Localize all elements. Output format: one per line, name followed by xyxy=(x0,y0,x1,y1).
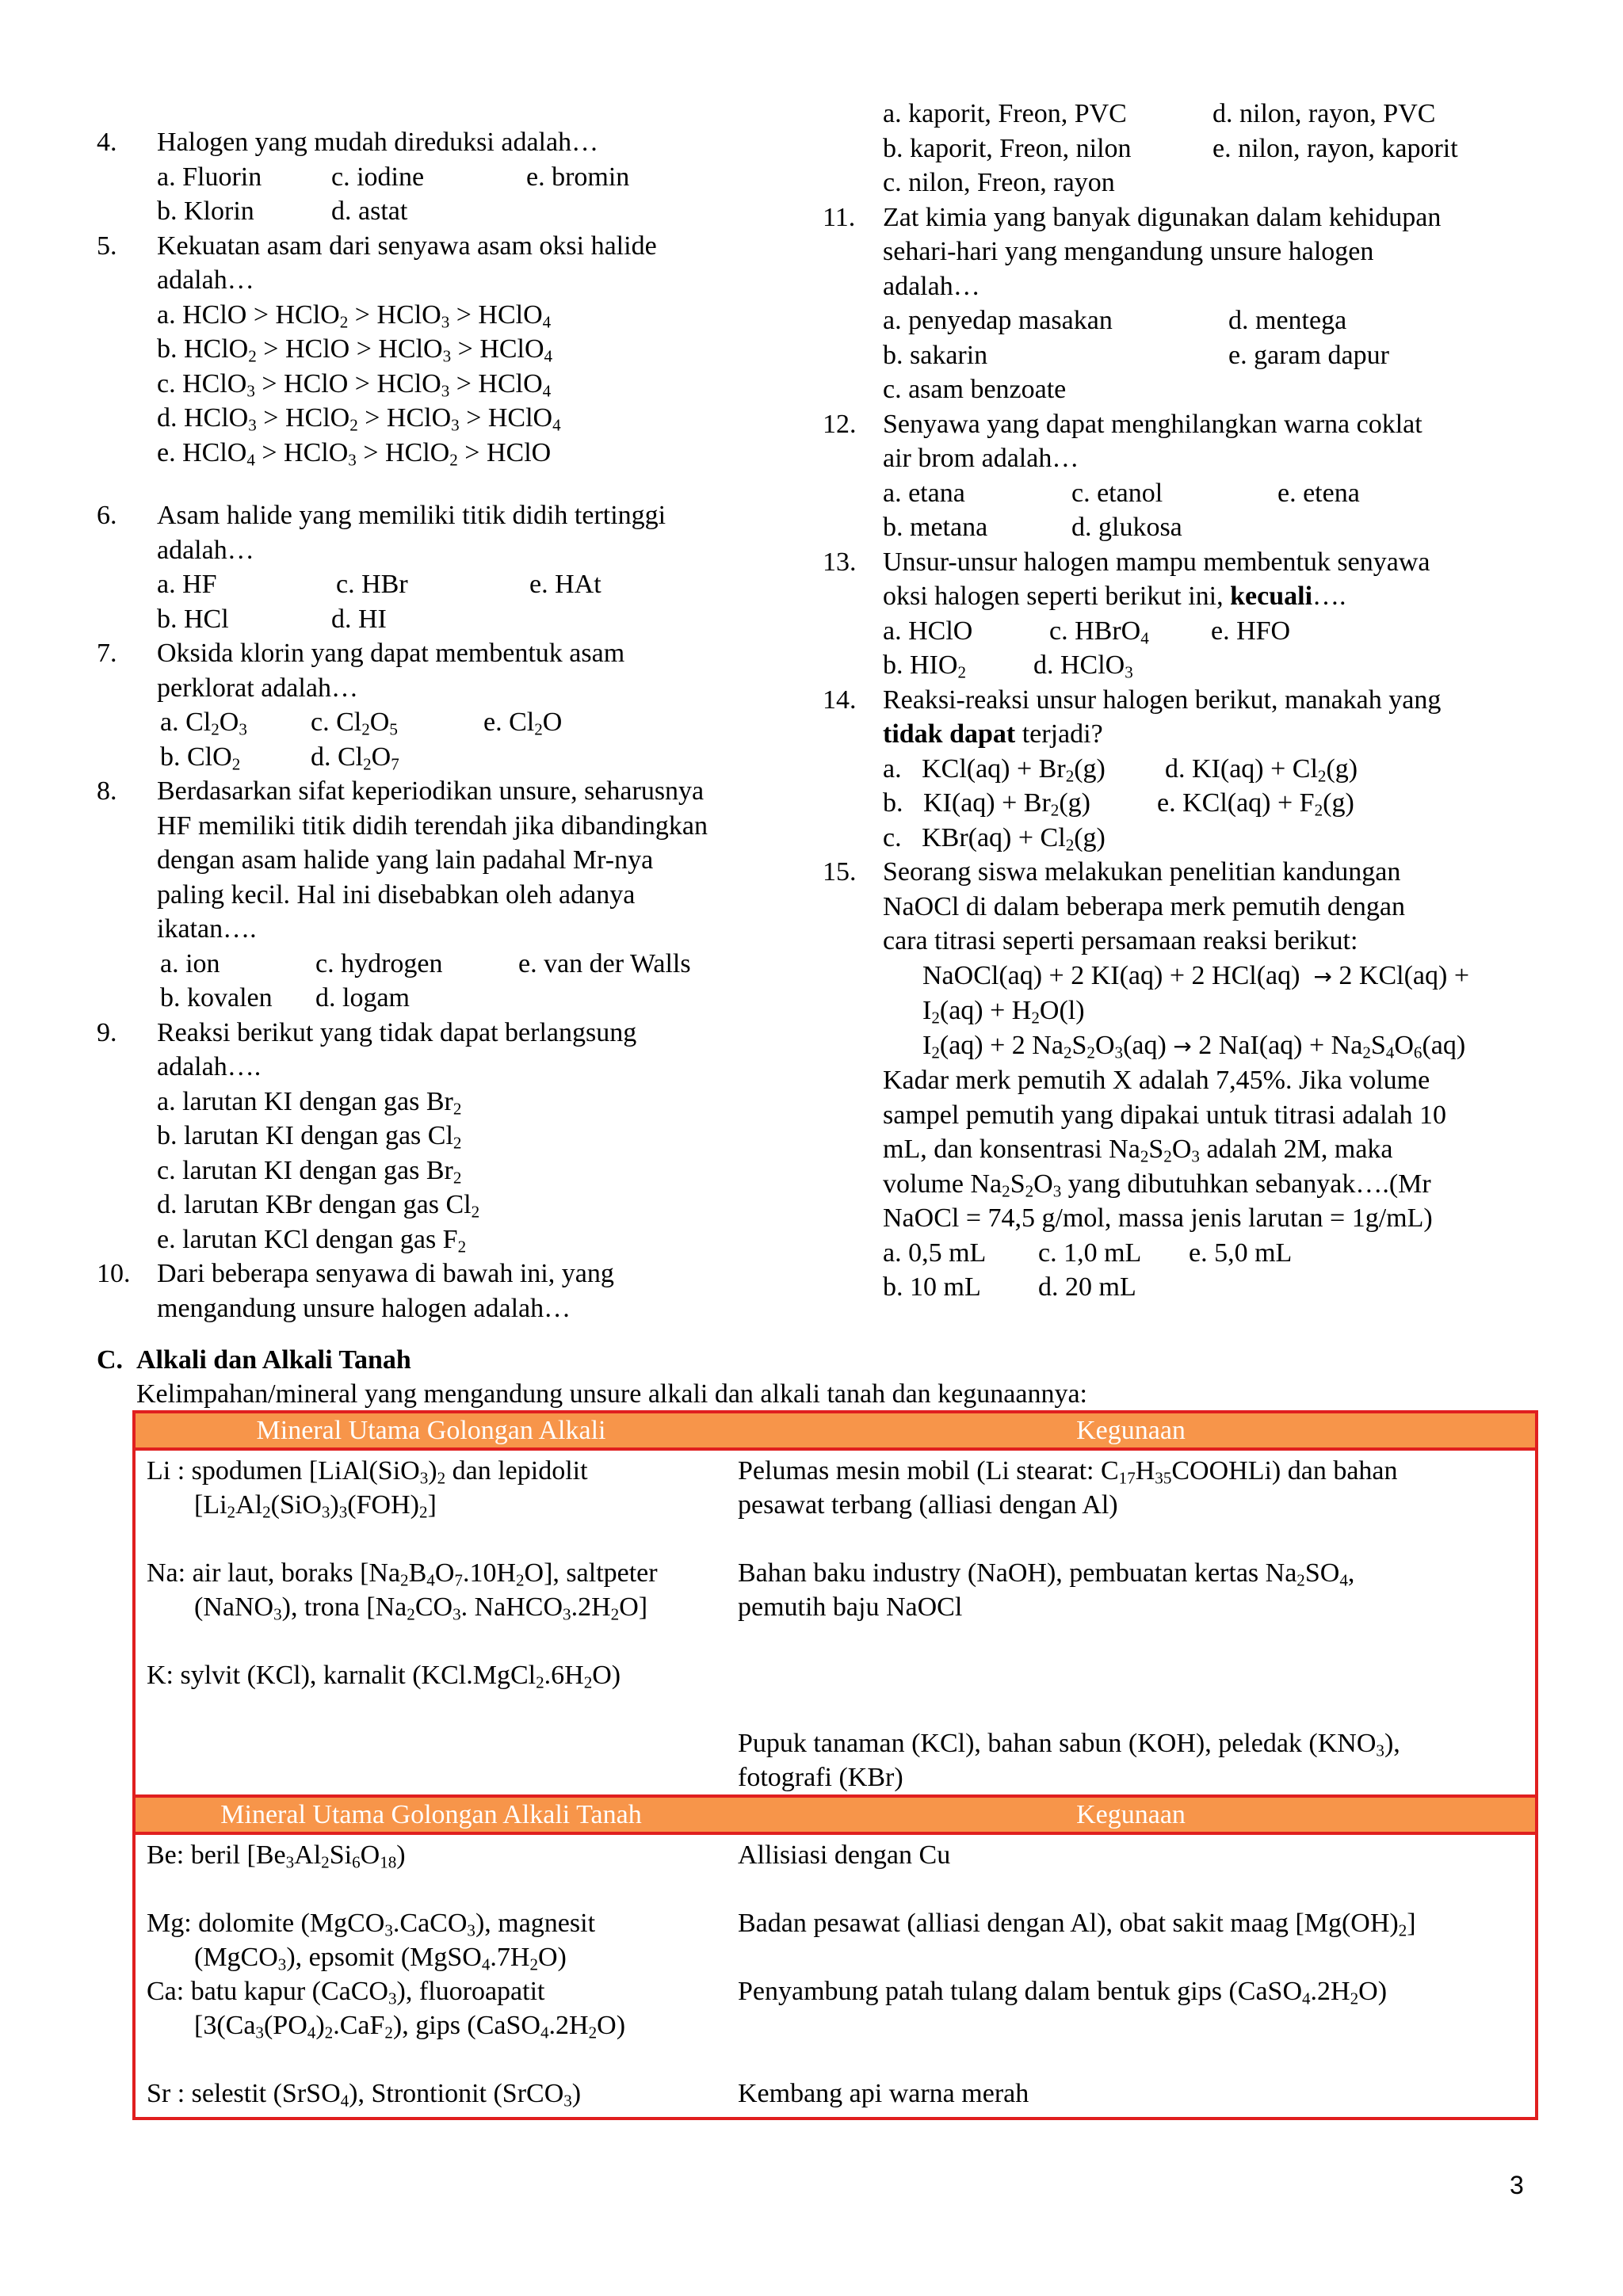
section-description: Kelimpahan/mineral yang mengandung unsure alkali dan alkali tanah dan kegunaannya: xyxy=(136,1379,1087,1409)
option-e: e. van der Walls xyxy=(518,948,691,978)
question-number: 6. xyxy=(97,501,117,530)
option-b: b. $HIO_2$ xyxy=(883,650,966,682)
question-15 xyxy=(823,855,1536,1305)
question-9 xyxy=(97,1016,794,1257)
option-row xyxy=(883,752,1536,787)
option-row xyxy=(883,338,1536,373)
table-row xyxy=(134,1449,1537,1556)
option-b: b. HClO$_2$ > HClO > HClO$_3$ > HClO$_4$ xyxy=(157,334,553,366)
option-d: d. $KI(aq) + Cl_2(g)$ xyxy=(1165,753,1358,785)
mineral-cell: Be: beril $[Be_3Al_2Si_6O_{18})$ xyxy=(147,1840,406,1872)
mineral-cell: K: sylvit (KCl), karnalit $(KCl.MgCl_2.6H_2O)$ xyxy=(147,1661,621,1692)
option-c: c. HBrO$_4$ xyxy=(1049,616,1149,647)
question-13 xyxy=(823,545,1536,683)
option-e: e. HAt xyxy=(529,570,601,599)
question-text: Kekuatan asam dari senyawa asam oksi halide xyxy=(157,231,657,261)
option-e: e. 5,0 mL xyxy=(1189,1238,1293,1268)
question-text: adalah… xyxy=(883,271,980,301)
option-b: b. larutan KI dengan gas $Cl_2$ xyxy=(157,1121,462,1153)
mineral-cell: Sr : selestit (SrSO$_4$), Strontionit (SrCO$_3$) xyxy=(147,2079,582,2111)
question-text: perklorat adalah… xyxy=(157,673,358,703)
left-column xyxy=(97,125,794,1325)
option-a: a. HClO > HClO$_2$ > HClO$_3$ > HClO$_4$ xyxy=(157,299,552,331)
option-a: a. HClO xyxy=(883,616,973,646)
option-b: b. 10 mL xyxy=(883,1272,981,1302)
use-cell: Allisiasi dengan Cu xyxy=(738,1840,951,1870)
table-row xyxy=(134,1906,1537,1974)
equation-2: $I_2(aq) + 2$ $Na_2S_2O_3(aq) \to 2$ $NaI(aq) + Na_2S_4O_6(aq)$ xyxy=(922,1030,1466,1062)
question-number: 15. xyxy=(823,857,857,887)
option-e: e. garam dapur xyxy=(1228,340,1389,370)
column-header: Kegunaan xyxy=(727,1412,1537,1449)
page-number: 3 xyxy=(1510,2171,1524,2199)
question-number: 11. xyxy=(823,202,856,232)
table-header-alkali xyxy=(134,1412,1537,1449)
option-a: a. ion xyxy=(160,948,220,978)
question-text: mL, dan konsentrasi $Na_2S_2O_3$ adalah 2M, maka xyxy=(883,1135,1393,1166)
option-row xyxy=(157,567,794,602)
option-a: a. Fluorin xyxy=(157,162,262,192)
section-title: C. Alkali dan Alkali Tanah xyxy=(97,1345,411,1375)
use-cell: Pelumas mesin mobil (Li stearat: $C_{17}H_{35}COOHLi$) dan bahan pesawat terbang (alliasi dengan Al) xyxy=(738,1456,1398,1520)
question-text: NaOCl = 74,5 g/mol, massa jenis larutan = 1g/mL) xyxy=(883,1203,1433,1233)
option-a: a. $Cl_2O_3$ xyxy=(160,707,247,739)
question-text: sehari-hari yang mengandung unsure halogen xyxy=(883,237,1374,266)
option-e: e. HClO$_4$ > HClO$_3$ > HClO$_2$ > HClO xyxy=(157,437,552,469)
question-text: adalah… xyxy=(157,265,254,295)
option-c: c. HClO$_3$ > HClO > HClO$_3$ > HClO$_4$ xyxy=(157,368,552,400)
option-a: a. penyedap masakan xyxy=(883,306,1113,335)
option-row xyxy=(883,1236,1536,1271)
question-4 xyxy=(97,125,794,229)
option-row xyxy=(883,97,1536,132)
option-a: a. larutan KI dengan gas $Br_2$ xyxy=(157,1086,462,1118)
table-row xyxy=(134,1974,1537,2077)
question-14 xyxy=(823,683,1536,856)
question-text: Oksida klorin yang dapat membentuk asam xyxy=(157,639,625,668)
option-c: c. nilon, Freon, rayon xyxy=(883,168,1115,197)
table-row xyxy=(134,1833,1537,1906)
question-text: HF memiliki titik didih terendah jika dibandingkan xyxy=(157,810,708,841)
option-row xyxy=(883,786,1536,821)
option-c: c. larutan KI dengan gas $Br_2$ xyxy=(157,1155,462,1187)
right-column xyxy=(823,97,1536,1305)
option-a: a. HF xyxy=(157,570,217,599)
option-c: c. HBr xyxy=(336,570,408,599)
mineral-cell: Mg: dolomite (MgCO$_3$.CaCO$_3$), magnesit (MgCO$_3$), epsomit $(MgSO_4.7H_2O)$ xyxy=(147,1909,596,1974)
option-row xyxy=(883,132,1536,166)
option-a: a. etana xyxy=(883,478,965,508)
option-row xyxy=(157,602,794,637)
option-e: e. $KCl(aq) + F_2(g)$ xyxy=(1157,788,1354,820)
table-row xyxy=(134,2077,1537,2119)
question-text: Senyawa yang dapat menghilangkan warna coklat xyxy=(883,409,1423,439)
column-header: Mineral Utama Golongan Alkali xyxy=(134,1412,727,1449)
question-number: 4. xyxy=(97,128,117,157)
option-row xyxy=(157,705,794,740)
option-row xyxy=(157,981,794,1016)
option-e: e. HFO xyxy=(1211,616,1291,646)
question-text: dengan asam halide yang lain padahal Mr-nya xyxy=(157,845,654,875)
option-row xyxy=(883,648,1536,683)
option-a: a. 0,5 mL xyxy=(883,1238,987,1268)
option-b: b. ClO$_2$ xyxy=(160,742,241,773)
option-c: c. $Cl_2O_5$ xyxy=(311,707,398,739)
question-text: Unsur-unsur halogen mampu membentuk senyawa xyxy=(883,547,1430,577)
equation-1: NaOCl(aq) + 2 KI(aq) + 2 HCl(aq) → 2 KCl(aq) + xyxy=(922,960,1469,990)
option-row xyxy=(157,160,794,195)
question-number: 7. xyxy=(97,639,117,668)
question-10-options xyxy=(823,97,1536,200)
table-row xyxy=(134,1658,1537,1796)
section-c xyxy=(97,1343,1547,1411)
option-b: b. Klorin xyxy=(157,196,254,226)
option-row xyxy=(883,614,1536,649)
question-text: Seorang siswa melakukan penelitian kandungan xyxy=(883,857,1401,887)
option-e: e. bromin xyxy=(526,162,630,192)
question-text: sampel pemutih yang dipakai untuk titrasi adalah 10 xyxy=(883,1100,1446,1130)
option-c: c. 1,0 mL xyxy=(1038,1238,1142,1268)
use-cell: Bahan baku industry (NaOH), pembuatan kertas $Na_2SO_4$, pemutih baju NaOCl xyxy=(738,1558,1355,1622)
option-row xyxy=(883,476,1536,511)
question-text: air brom adalah… xyxy=(883,444,1079,473)
question-12 xyxy=(823,407,1536,545)
question-10 xyxy=(97,1257,794,1325)
mineral-cell: Na: air laut, boraks $[Na_2B_4O_7.10H_2O]$, saltpeter (NaNO$_3$), trona [$Na_2CO_3$. $NaHCO_3.2H_2O$] xyxy=(147,1558,658,1624)
question-number: 5. xyxy=(97,231,117,261)
option-c: c. iodine xyxy=(331,162,425,192)
question-text: Reaksi-reaksi unsur halogen berikut, manakah yang xyxy=(883,685,1442,715)
option-d: d. astat xyxy=(331,196,408,226)
question-text: NaOCl di dalam beberapa merk pemutih dengan xyxy=(883,891,1405,921)
question-6 xyxy=(97,498,794,636)
mineral-cell: Li : spodumen [$LiAl(SiO_3)_2$ dan lepidolit $[Li_2Al_2(SiO_3)_3(FOH)_2]$ xyxy=(147,1456,588,1522)
option-d: d. mentega xyxy=(1228,306,1347,335)
question-number: 9. xyxy=(97,1017,117,1047)
option-row xyxy=(157,740,794,775)
option-b: b. kaporit, Freon, nilon xyxy=(883,133,1132,163)
question-8 xyxy=(97,774,794,1016)
option-d: d. HI xyxy=(331,604,387,634)
option-c: c. hydrogen xyxy=(315,948,443,978)
option-c: c. asam benzoate xyxy=(883,375,1067,404)
option-d: d. glukosa xyxy=(1071,513,1182,542)
spacer xyxy=(97,470,794,498)
use-cell: Pupuk tanaman (KCl), bahan sabun (KOH), peledak $(KNO_3)$, fotografi (KBr) xyxy=(738,1729,1400,1792)
option-row xyxy=(157,194,794,229)
question-text: Zat kimia yang banyak digunakan dalam kehidupan xyxy=(883,202,1442,232)
question-text: volume $Na_2S_2O_3$ yang dibutuhkan sebanyak….(Mr xyxy=(883,1169,1431,1200)
option-d: d. HClO$_3$ xyxy=(1033,650,1133,682)
question-text: mengandung unsure halogen adalah… xyxy=(157,1293,571,1323)
table-row xyxy=(134,1556,1537,1658)
question-number: 8. xyxy=(97,776,117,806)
option-row xyxy=(883,1270,1536,1305)
option-c: c. etanol xyxy=(1071,478,1163,508)
option-b: b. kovalen xyxy=(160,983,273,1013)
option-d: d. HClO$_3$ > HClO$_2$ > HClO$_3$ > HClO$_4$ xyxy=(157,403,561,435)
question-text: paling kecil. Hal ini disebabkan oleh adanya xyxy=(157,879,636,910)
option-d: d. $Cl_2O_7$ xyxy=(311,742,399,773)
option-row xyxy=(157,947,794,982)
option-c: c. $KBr(aq) + Cl_2(g)$ xyxy=(883,822,1106,854)
question-text: cara titrasi seperti persamaan reaksi berikut: xyxy=(883,926,1358,955)
question-number: 13. xyxy=(823,547,857,577)
question-text: tidak dapat terjadi? xyxy=(883,719,1103,749)
question-number: 14. xyxy=(823,685,857,715)
option-b: b. sakarin xyxy=(883,340,988,370)
option-b: b. metana xyxy=(883,513,988,542)
equation-1-cont: $I_2(aq) + H_2O(l)$ xyxy=(922,996,1085,1028)
use-cell: Badan pesawat (alliasi dengan Al), obat sakit maag $[Mg(OH)_2]$ xyxy=(738,1909,1416,1940)
question-text: adalah… xyxy=(157,535,254,565)
mineral-cell: Ca: batu kapur (CaCO$_3$), fluoroapatit [$3(Ca_3(PO_4)_2.CaF_2)$, gips $(CaSO_4.2H_2O)$ xyxy=(147,1977,626,2042)
question-number: 12. xyxy=(823,409,857,439)
column-header: Kegunaan xyxy=(727,1796,1537,1833)
question-7 xyxy=(97,636,794,774)
use-cell: Penyambung patah tulang dalam bentuk gips $(CaSO_4.2H_2O)$ xyxy=(738,1977,1388,2008)
question-11 xyxy=(823,200,1536,407)
question-text: Reaksi berikut yang tidak dapat berlangsung xyxy=(157,1017,637,1047)
option-d: d. larutan KBr dengan gas $Cl_2$ xyxy=(157,1190,480,1222)
question-text: Asam halide yang memiliki titik didih tertinggi xyxy=(157,501,666,530)
question-text: oksi halogen seperti berikut ini, kecuali…. xyxy=(883,582,1346,611)
question-number: 10. xyxy=(97,1259,131,1288)
option-d: d. nilon, rayon, PVC xyxy=(1212,99,1436,128)
option-d: d. logam xyxy=(315,983,410,1013)
option-a: a. $KCl(aq) + Br_2(g)$ xyxy=(883,753,1106,785)
question-text: Halogen yang mudah direduksi adalah… xyxy=(157,128,599,157)
question-5 xyxy=(97,229,794,471)
table-header-alkali-tanah xyxy=(134,1796,1537,1833)
option-b: b. HCl xyxy=(157,604,229,634)
column-header: Mineral Utama Golongan Alkali Tanah xyxy=(134,1796,727,1833)
option-d: d. 20 mL xyxy=(1038,1272,1136,1302)
question-text: Berdasarkan sifat keperiodikan unsure, seharusnya xyxy=(157,776,705,806)
question-text: Kadar merk pemutih X adalah 7,45%. Jika volume xyxy=(883,1066,1430,1095)
option-b: b. $KI(aq) + Br_2(g)$ xyxy=(883,788,1090,820)
option-a: a. kaporit, Freon, PVC xyxy=(883,99,1127,128)
option-e: e. $Cl_2O$ xyxy=(483,707,563,739)
question-text: ikatan…. xyxy=(157,914,257,944)
option-e: e. nilon, rayon, kaporit xyxy=(1212,133,1458,163)
option-e: e. etena xyxy=(1277,478,1360,508)
option-row xyxy=(883,303,1536,338)
minerals-table xyxy=(132,1410,1538,2120)
question-text: Dari beberapa senyawa di bawah ini, yang xyxy=(157,1259,614,1288)
option-row xyxy=(883,510,1536,545)
option-e: e. larutan KCl dengan gas $F_2$ xyxy=(157,1224,467,1256)
question-text: adalah…. xyxy=(157,1052,262,1081)
use-cell: Kembang api warna merah xyxy=(738,2079,1029,2108)
